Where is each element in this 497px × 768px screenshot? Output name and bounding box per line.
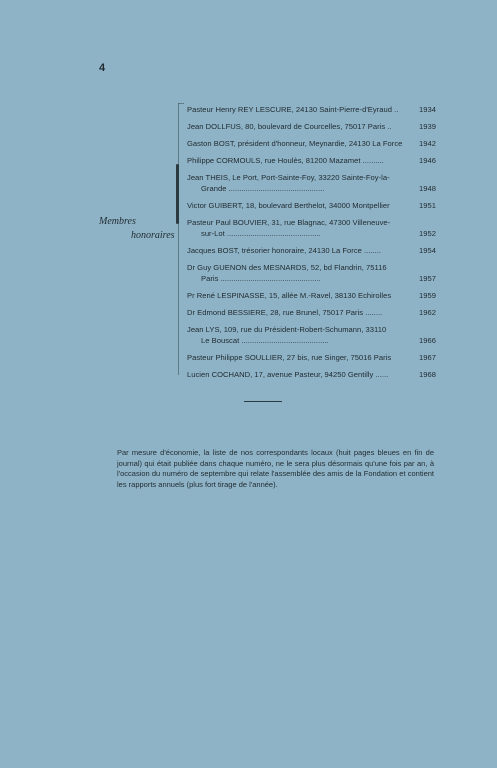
member-entry — [187, 217, 436, 239]
member-text — [187, 138, 414, 149]
member-year: 1942 — [419, 139, 436, 148]
member-entry — [187, 290, 436, 301]
member-text — [187, 324, 414, 346]
member-year: 1948 — [419, 184, 436, 193]
members-list — [187, 104, 436, 386]
member-entry — [187, 155, 436, 166]
member-entry — [187, 121, 436, 132]
member-year: 1966 — [419, 336, 436, 345]
member-text — [187, 262, 414, 284]
member-text — [187, 307, 414, 318]
member-text — [187, 200, 414, 211]
section-label-line1: Membres — [99, 216, 136, 227]
member-entry — [187, 104, 436, 115]
section-label-line2: honoraires — [131, 230, 175, 241]
member-entry — [187, 352, 436, 363]
member-year: 1954 — [419, 246, 436, 255]
member-year: 1952 — [419, 229, 436, 238]
member-text — [187, 352, 414, 363]
member-name-address: Dr Guy GUENON des MESNARDS, 52, bd Flandrin, 75116 — [187, 263, 387, 272]
member-name-address: Pr René LESPINASSE, 15, allée M.-Ravel, 38130 Echirolles — [187, 291, 392, 300]
member-year: 1939 — [419, 122, 436, 131]
page-number: 4 — [99, 62, 106, 74]
member-name-address: Philippe CORMOULS, rue Houlès, 81200 Mazamet .......... — [187, 156, 384, 165]
member-text — [187, 155, 414, 166]
member-name-address: Jean LYS, 109, rue du Président-Robert-Schumann, 33110 — [187, 325, 387, 334]
member-year: 1962 — [419, 308, 436, 317]
member-entry — [187, 324, 436, 346]
member-text — [187, 245, 414, 256]
member-entry — [187, 172, 436, 194]
member-year: 1968 — [419, 370, 436, 379]
section-label — [99, 215, 175, 243]
member-name-address: Dr Edmond BESSIERE, 28, rue Brunel, 75017 Paris ........ — [187, 308, 383, 317]
member-address-continued: Grande ............................................. — [201, 184, 325, 193]
section-divider — [244, 401, 282, 402]
member-text — [187, 172, 414, 194]
member-text — [187, 104, 414, 115]
member-entry — [187, 200, 436, 211]
member-year: 1934 — [419, 105, 436, 114]
member-text — [187, 217, 414, 239]
member-year: 1967 — [419, 353, 436, 362]
member-name-address: Pasteur Philippe SOULLIER, 27 bis, rue Singer, 75016 Paris — [187, 353, 392, 362]
member-address-continued: Le Bouscat ......................................... — [201, 336, 329, 345]
member-entry — [187, 138, 436, 149]
member-year: 1959 — [419, 291, 436, 300]
member-name-address: Lucien COCHAND, 17, avenue Pasteur, 94250 Gentilly ...... — [187, 370, 389, 379]
member-address-continued: sur-Lot ............................................ — [201, 229, 321, 238]
member-address-continued: Paris ............................................... — [201, 274, 321, 283]
member-name-address: Pasteur Paul BOUVIER, 31, rue Blagnac, 47300 Villeneuve- — [187, 218, 391, 227]
member-name-address: Jacques BOST, trésorier honoraire, 24130 La Force ........ — [187, 246, 382, 255]
member-name-address: Gaston BOST, président d'honneur, Meynardie, 24130 La Force — [187, 139, 403, 148]
member-name-address: Victor GUIBERT, 18, boulevard Berthelot, 34000 Montpellier — [187, 201, 390, 210]
member-name-address: Jean THEIS, Le Port, Port-Sainte-Foy, 33220 Sainte-Foy-la- — [187, 173, 390, 182]
notice-paragraph: Par mesure d'économie, la liste de nos correspondants locaux (huit pages bleues en fin de journal) qui était publiée dans chaque numéro, ne le sera plus désormais qu'une fois par an, à l'occasion du numéro de septembre qui relate l'assemblée des amis de la Fondation et contient les rapports annuels (plus fort tirage de l'année). — [117, 448, 434, 489]
member-entry — [187, 245, 436, 256]
member-year: 1957 — [419, 274, 436, 283]
member-entry — [187, 369, 436, 380]
member-text — [187, 369, 414, 380]
member-year: 1951 — [419, 201, 436, 210]
member-name-address: Pasteur Henry REY LESCURE, 24130 Saint-Pierre-d'Eyraud .. — [187, 105, 399, 114]
bracket-line — [178, 103, 179, 375]
member-year: 1946 — [419, 156, 436, 165]
member-entry — [187, 262, 436, 284]
member-entry — [187, 307, 436, 318]
member-text — [187, 121, 414, 132]
member-name-address: Jean DOLLFUS, 80, boulevard de Courcelles, 75017 Paris .. — [187, 122, 392, 131]
bracket-emphasis — [176, 164, 179, 224]
member-text — [187, 290, 414, 301]
